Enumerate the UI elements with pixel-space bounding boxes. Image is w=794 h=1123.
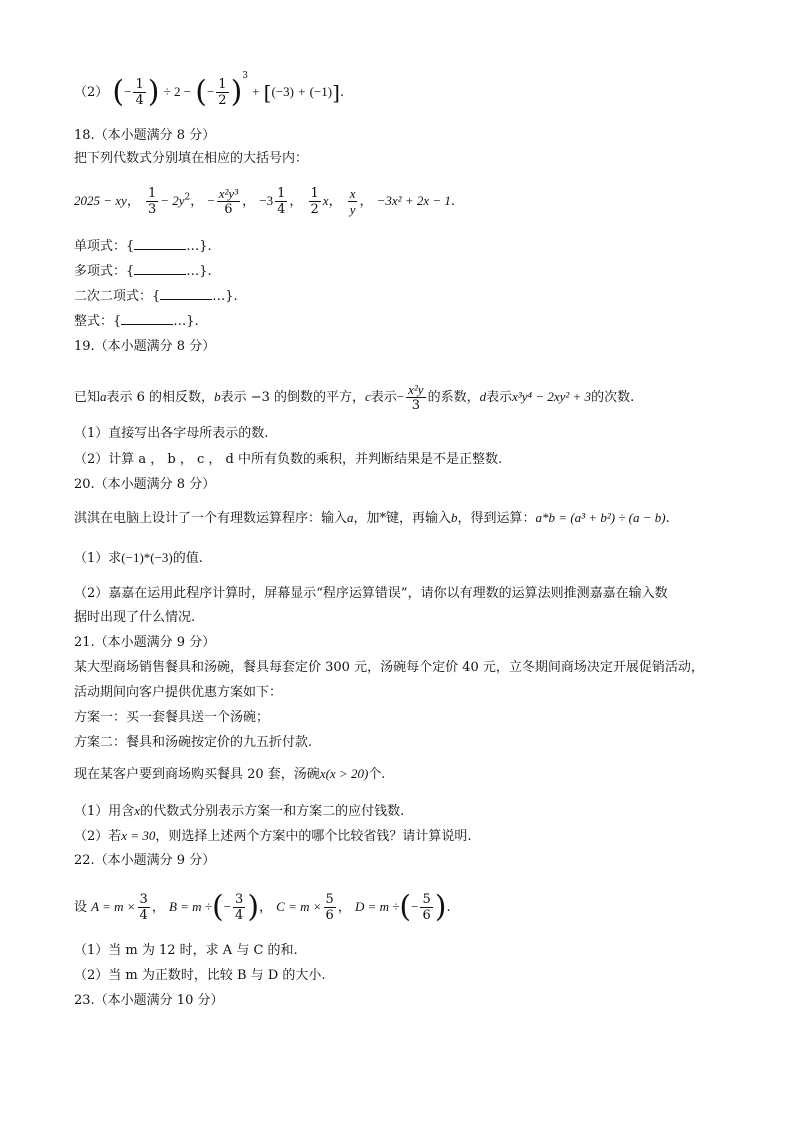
q18-monomial-set: 单项式：{ …}. (74, 239, 212, 254)
fraction: $\frac{3}{4}$ (235, 892, 244, 923)
fraction: $\frac{1}{2}$ (218, 77, 227, 108)
q21-plan2: 方案二：餐具和汤碗按定价的九五折付款. (74, 735, 313, 750)
q17-part2: （2） (− $\frac{1}{4}$ ) ÷ 2 − (− $\frac{1}{2}$ )$^3$ + [(−3) + (−1)]. (74, 71, 345, 110)
q19-heading: 19.（本小题满分 8 分） (74, 339, 216, 354)
q19-part2: （2）计算 a ， b ， c ， d 中所有负数的乘积，并判断结果是不是正整数. (74, 452, 503, 467)
operation-formula: a*b = (a³ + b²) ÷ (a − b) (535, 510, 666, 525)
fraction: $\frac{5}{6}$ (422, 892, 431, 923)
q21-part2: （2）若x = 30，则选择上述两个方案中的哪个比较省钱？请计算说明. (74, 828, 472, 844)
expr-4: −3 (259, 193, 274, 208)
fraction: $\frac{\text{x²y}}{3}$ (408, 382, 424, 413)
q18-polynomial-set: 多项式：{ …}. (74, 264, 212, 279)
expr-2: − 2y (160, 193, 185, 208)
q18-instruction: 把下列代数式分别填在相应的大括号内： (74, 151, 309, 166)
expr-7: −3x² + 2x − 1 (376, 193, 451, 208)
q21-line1: 某大型商场销售餐具和汤碗，餐具每套定价 300 元，汤碗每个定价 40 元，立冬期间商场决定开展促销活动， (74, 660, 704, 675)
q18-heading: 18.（本小题满分 8 分） (74, 128, 216, 143)
q17-part2-label: （2） (74, 85, 109, 100)
q22-stem: 设 A = m × $\frac{3}{4}$ ， B = m ÷(− $\frac{3}{4}$ )， C = m × $\frac{5}{6}$ ， D = m ÷(− $\frac{5}{6}$ ). (74, 889, 451, 925)
q18-quadratic-binomial-set: 二次二项式：{ …}. (74, 289, 238, 304)
q19-stem: 已知a表示 6 的相反数，b表示 −3 的倒数的平方，c表示− $\frac{\text{x²y}}{3}$ 的系数，d表示x³y⁴ − 2xy² + 3的次数. (74, 382, 635, 413)
fraction: $\frac{3}{4}$ (139, 892, 148, 923)
expr-6-fraction: $\frac{x}{y}$ (349, 186, 356, 217)
q20-stem: 淇淇在电脑上设计了一个有理数运算程序：输入a，加*键，再输入b，得到运算：a*b = (a³ + b²) ÷ (a − b). (74, 510, 670, 526)
paren: ( (112, 74, 125, 110)
exponent: 3 (242, 71, 249, 81)
q22-part1: （1）当 m 为 12 时，求 A 与 C 的和. (74, 943, 298, 958)
q22-part2: （2）当 m 为正数时，比较 B 与 D 的大小. (74, 968, 326, 983)
answer-blank (121, 313, 173, 325)
fraction: $\frac{1}{4}$ (135, 77, 144, 108)
answer-blank (134, 238, 186, 250)
expr-5-fraction: $\frac{1}{2}$ (310, 186, 319, 217)
q20-part2-line1: （2）嘉嘉在运用此程序计算时，屏幕显示“程序运算错误”，请你以有理数的运算法则推测嘉嘉在输入数 (74, 586, 668, 601)
q20-heading: 20.（本小题满分 8 分） (74, 477, 216, 492)
q20-part2-line2: 据时出现了什么情况. (74, 610, 196, 625)
q21-line3: 现在某客户要到商场购买餐具 20 套，汤碗x(x > 20)个. (74, 766, 386, 782)
q21-part1: （1）用含x的代数式分别表示方案一和方案二的应付钱数. (74, 803, 405, 819)
answer-blank (160, 288, 212, 300)
expr-3-fraction: $\frac{\text{x²y³}}{6}$ (218, 186, 239, 217)
q21-line2: 活动期间向客户提供优惠方案如下： (74, 685, 283, 700)
operator: ÷ 2 − (163, 84, 192, 99)
q22-heading: 22.（本小题满分 9 分） (74, 853, 216, 868)
expr-4-fraction: $\frac{1}{4}$ (277, 186, 286, 217)
q20-part1: （1）求(−1)*(−3)的值. (74, 550, 203, 566)
fraction: $\frac{5}{6}$ (325, 892, 334, 923)
expr-1: 2025 − xy (74, 193, 127, 208)
q23-heading: 23.（本小题满分 10 分） (74, 993, 224, 1008)
q18-integral-set: 整式：{ …}. (74, 314, 199, 329)
q21-plan1: 方案一：买一套餐具送一个汤碗； (74, 710, 270, 725)
answer-blank (134, 263, 186, 275)
q21-heading: 21.（本小题满分 9 分） (74, 635, 216, 650)
q19-part1: （1）直接写出各字母所表示的数. (74, 426, 269, 441)
expr-2-fraction: $\frac{1}{3}$ (147, 186, 157, 217)
q18-expressions: 2025 − xy， $\frac{1}{3}$ − $2y^2$， − $\frac{\text{x²y³}}{6}$ ， −3 $\frac{1}{4}$ ， $\frac{1}{2}$ x， $\frac{x}{y}$ ， −3x² + 2x − 1. (74, 186, 456, 217)
